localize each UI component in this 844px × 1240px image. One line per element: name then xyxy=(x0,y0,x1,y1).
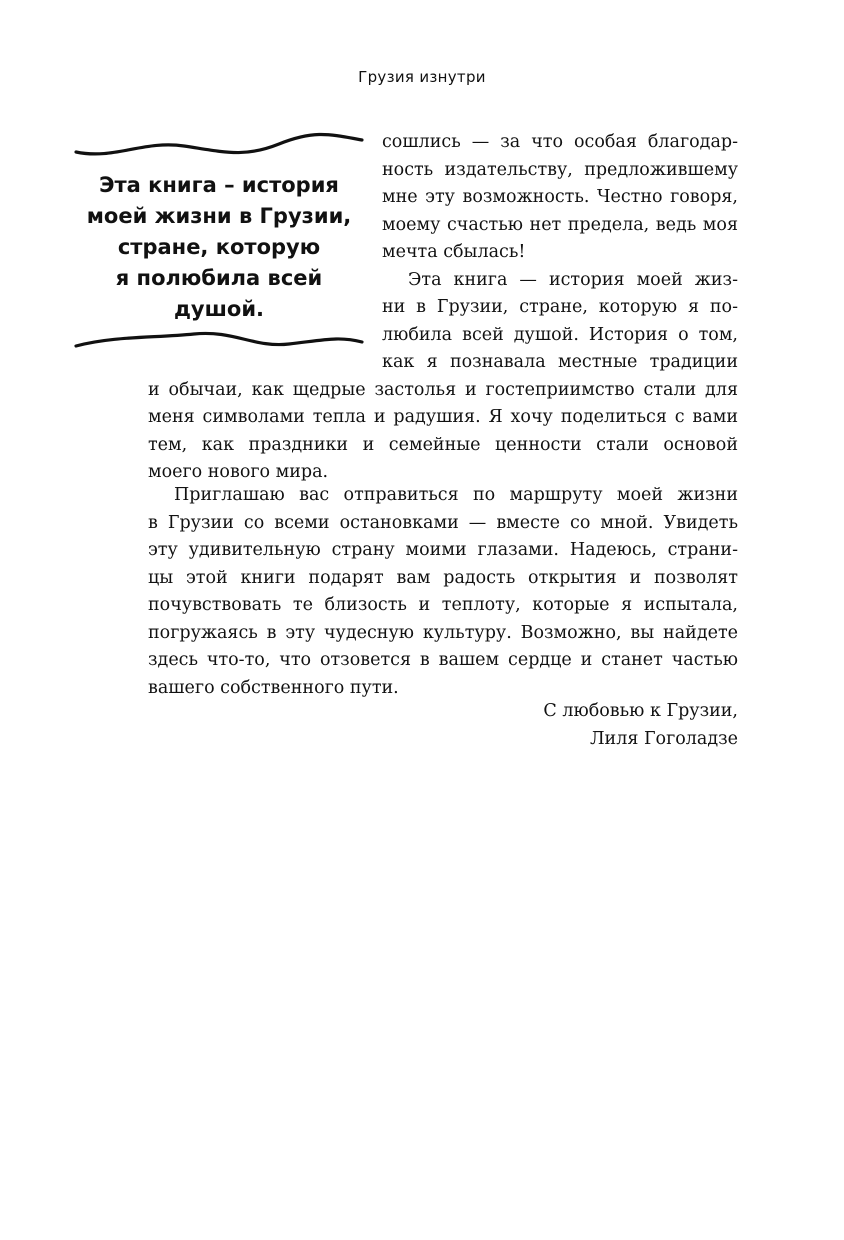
pullquote-line: я полюбила всей xyxy=(115,266,323,290)
pullquote-line: моей жизни в Грузии, xyxy=(86,204,352,228)
pullquote-line: Эта книга – история xyxy=(99,173,339,197)
text-line: цы этой книги подарят вам радость открытия и позволят xyxy=(148,568,738,588)
text-line: моему счастью нет предела, ведь моя xyxy=(382,215,738,235)
pullquote-line: душой. xyxy=(173,297,265,321)
text-line: тем, как праздники и семейные ценности стали основой xyxy=(148,435,738,455)
text-line: как я познавала местные традиции xyxy=(382,352,738,372)
wavy-divider-bottom xyxy=(74,326,364,356)
text-line: мне эту возможность. Честно говоря, xyxy=(382,187,738,207)
signature-closing: С любовью к Грузии, xyxy=(543,701,738,721)
running-title: Грузия изнутри xyxy=(358,68,486,86)
pullquote-text xyxy=(74,170,364,325)
text-line: любила всей душой. История о том, xyxy=(382,325,738,345)
text-line: мечта сбылась! xyxy=(382,242,526,262)
signature-author: Лиля Гоголадзе xyxy=(589,729,738,749)
text-line: почувствовать те близость и теплоту, которые я испытала, xyxy=(148,595,738,615)
text-line: меня символами тепла и радушия. Я хочу поделиться с вами xyxy=(148,407,738,427)
text-line: ность издательству, предложившему xyxy=(382,160,738,180)
text-line: Эта книга — история моей жиз- xyxy=(408,270,738,290)
text-line: погружаясь в эту чудесную культуру. Возможно, вы найдете xyxy=(148,623,738,643)
text-line: ни в Грузии, стране, которую я по- xyxy=(382,297,738,317)
text-line: эту удивительную страну моими глазами. Надеюсь, страни- xyxy=(148,540,738,560)
text-line: в Грузии со всеми остановками — вместе со мной. Увидеть xyxy=(148,513,738,533)
wavy-divider-top xyxy=(74,130,364,160)
pullquote-box xyxy=(74,130,364,360)
pullquote-line: стране, которую xyxy=(117,235,321,259)
text-line: сошлись — за что особая благодар- xyxy=(382,132,738,152)
text-line: здесь что-то, что отзовется в вашем сердце и станет частью xyxy=(148,650,738,670)
text-line: моего нового мира. xyxy=(148,462,329,482)
text-line: и обычаи, как щедрые застолья и гостеприимство стали для xyxy=(148,380,738,400)
text-line: Приглашаю вас отправиться по маршруту моей жизни xyxy=(174,485,738,505)
text-line: вашего собственного пути. xyxy=(148,678,399,698)
